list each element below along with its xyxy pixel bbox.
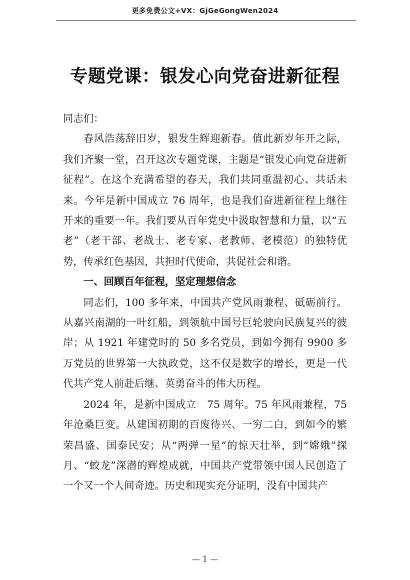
section-paragraph: 同志们，100 多年来，中国共产党风雨兼程、砥砺前行。从嘉兴南湖的一叶红船，到领航中国号巨轮驶向民族复兴的彼岸；从 1921 年建党时的 50 多名党员，到如今拥有 9900 多万党员的世界第一大执政党，这不仅是数字的增长，更是一代代共产党人前赴后继、英勇奋斗的伟大历程。 [63,297,347,391]
header-divider [56,20,356,21]
intro-paragraph: 春风浩荡辞旧岁，银发生辉迎新春。值此新岁年开之际，我们齐聚一堂，召开这次专题党课，主题是“银发心向党奋进新征程”。在这个充满希望的春天，我们共同重温初心、共话未来。今年是新中国成立 76 周年，也是我们奋进新征程上继往开来的重要一年。我们要从百年党史中汲取智慧和力量，以“五老”（老干部、老战士、老专家、老教师、老模范）的独特优势，传承红色基因，共担时代使命，共促社会和谐。 [63,134,347,268]
document-body [63,110,347,498]
section-paragraph: 2024 年，是新中国成立 75 周年。75 年风雨兼程，75 年沧桑巨变。从建国初期的百废待兴、一穷二白，到如今的繁荣昌盛、国泰民安；从“两弹一星”的惊天壮举，到“嫦娥”探月、“蛟龙”深潜的辉煌成就，中国共产党带领中国人民创造了一个又一个人间奇迹。历史和现实充分证明，没有中国共产 [63,399,347,493]
document-title: 专题党课：银发心向党奋进新征程 [70,67,340,87]
header-note: 更多免费公文+VX：GjGeGongWen2024 [131,7,279,15]
section-heading: 一、回顾百年征程，坚定理想信念 [83,277,237,289]
salutation: 同志们： [63,114,104,125]
page-number: — 1 — [191,555,219,564]
